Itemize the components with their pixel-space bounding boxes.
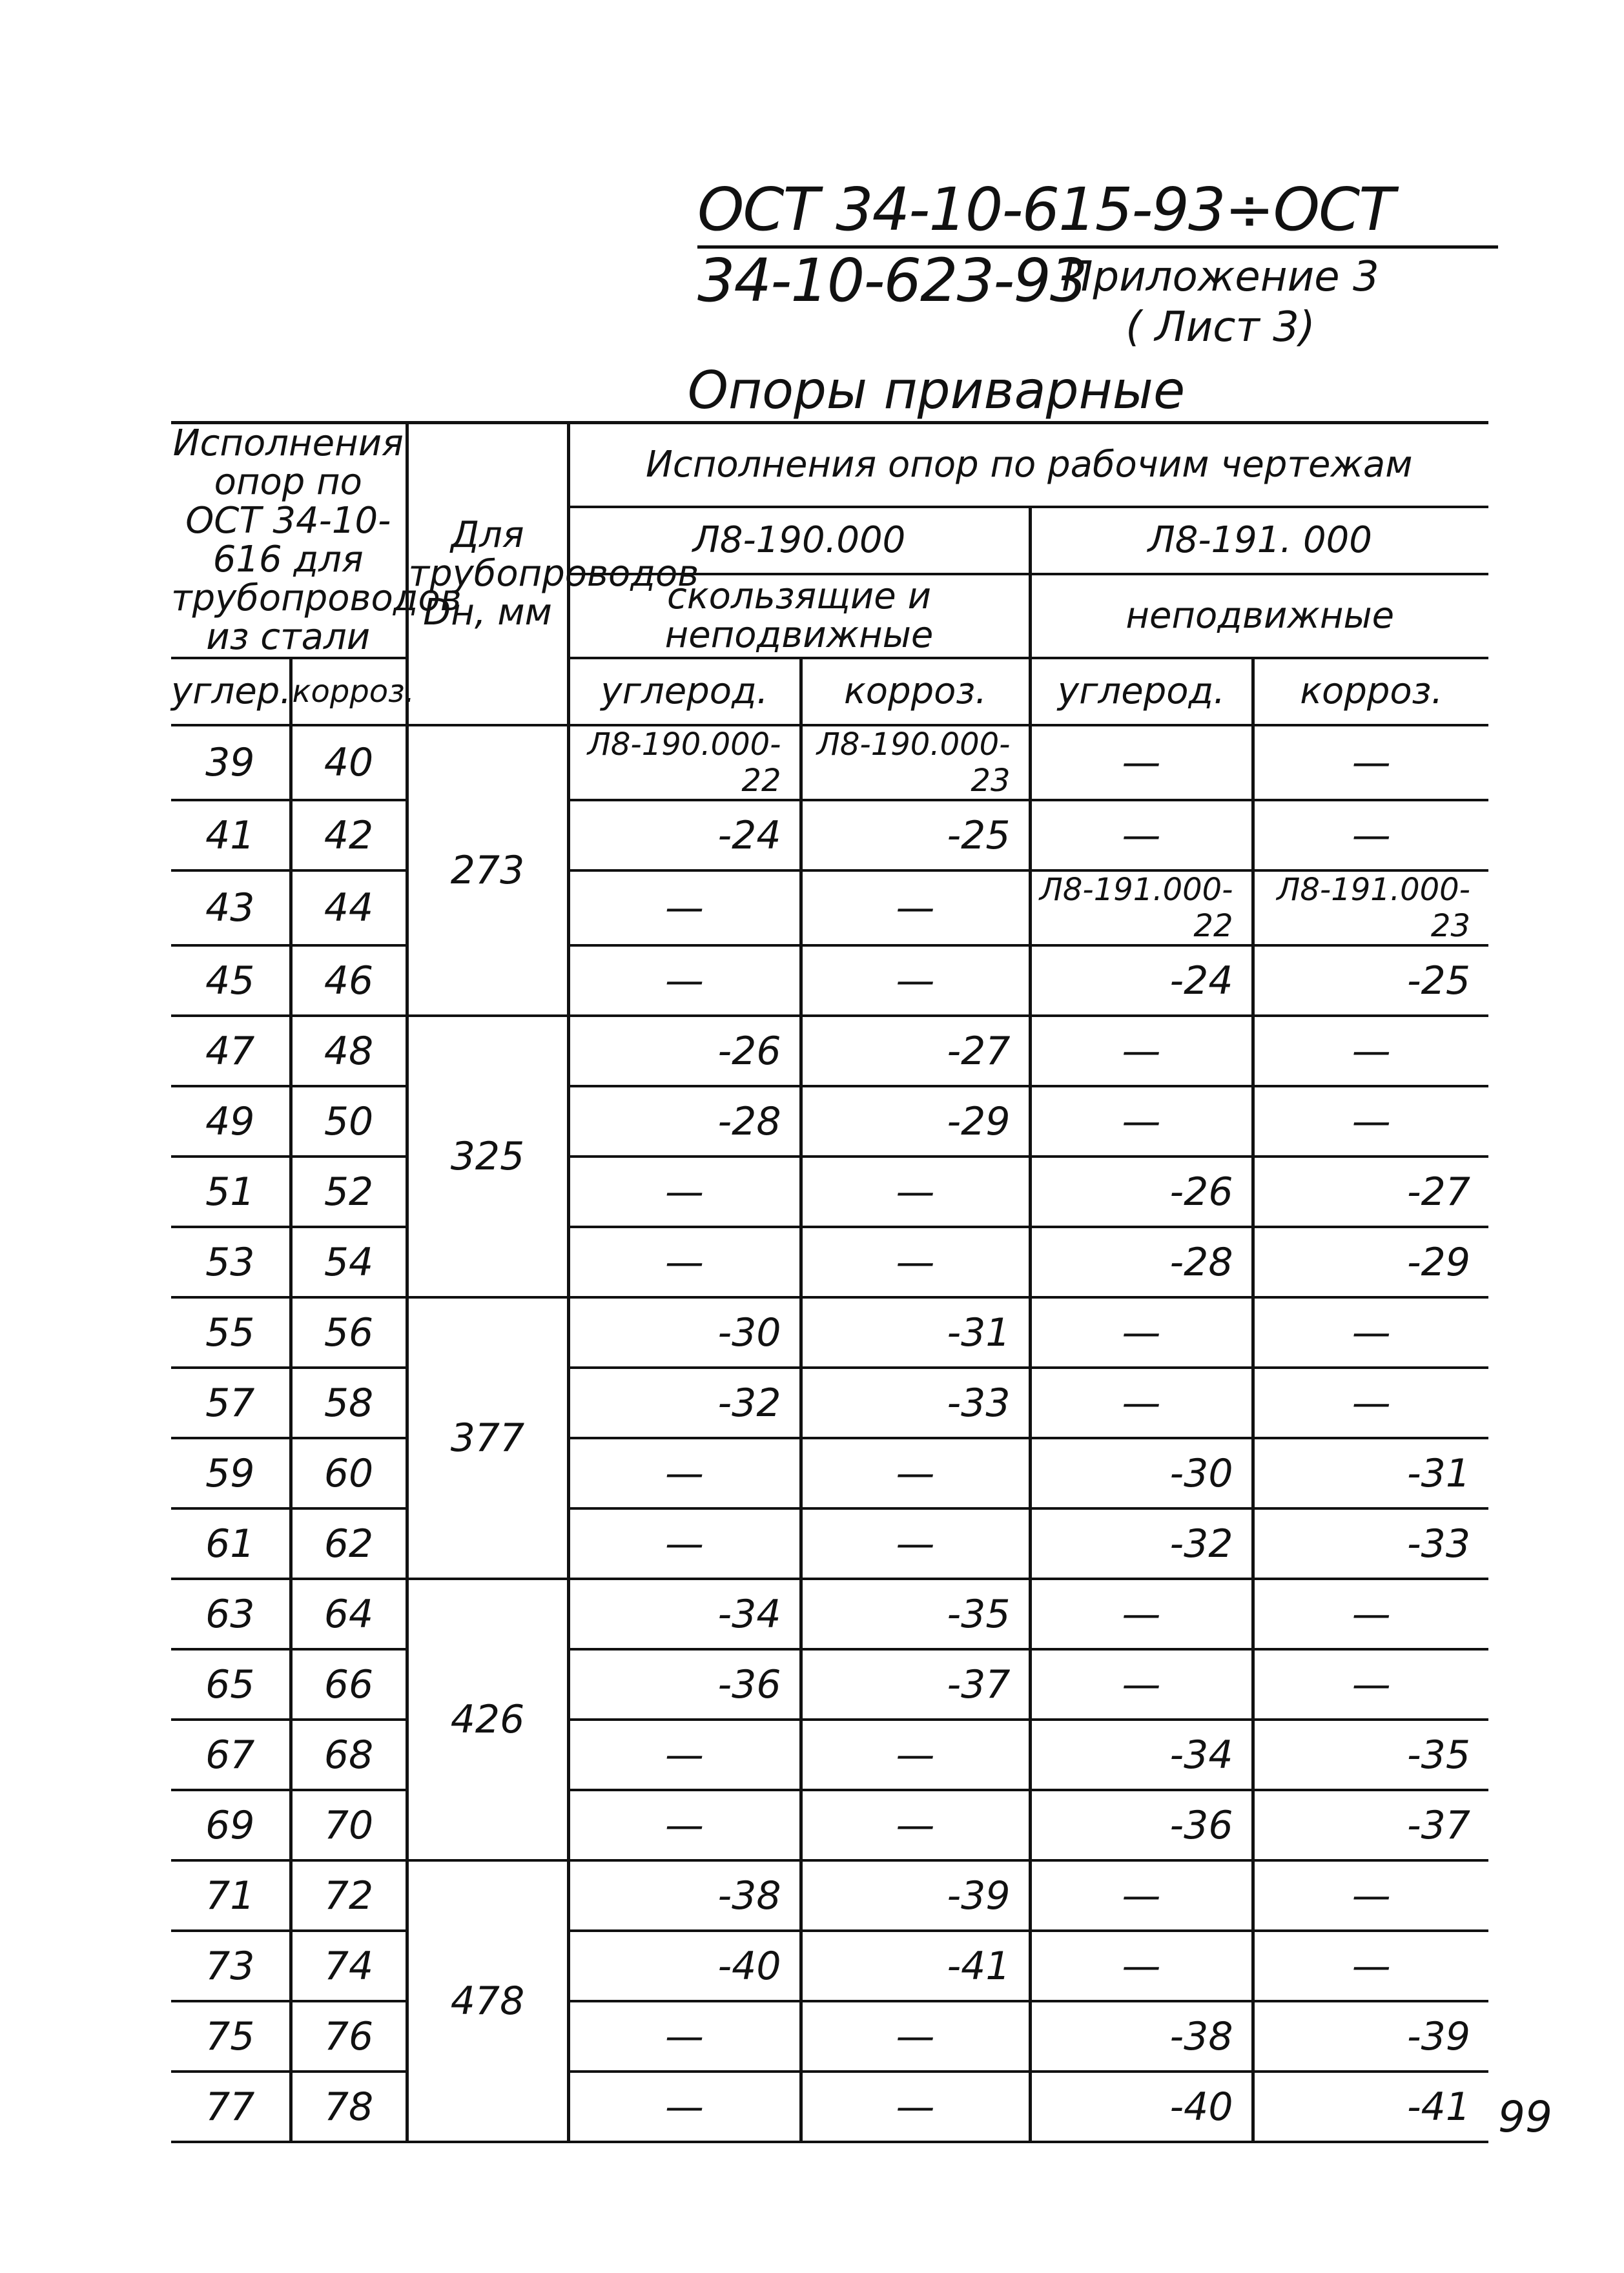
support-code-g1c: — [568,1508,801,1579]
support-code-g1k: — [801,870,1030,945]
support-code-g1k: — [801,1227,1030,1297]
support-code-g2k: -25 [1407,958,1470,1003]
support-code-g1c: — [568,1438,801,1508]
carbon-steel-code: 53 [171,1227,291,1297]
support-code-g2c: — [1030,725,1253,800]
corrosion-steel-code: 40 [291,725,407,800]
support-code-g1k: — [801,1157,1030,1227]
support-code-g2c: — [1030,1579,1253,1649]
carbon-steel-code: 65 [171,1649,291,1720]
support-code-g2k: — [1352,1591,1391,1637]
support-code-g2k: — [1352,1380,1391,1426]
g2-corrosion-header: корроз. [1300,670,1443,712]
support-code-g2k: -35 [1407,1732,1470,1778]
support-code-g1c: -26 [568,1016,801,1086]
carbon-steel-code: 71 [171,1860,291,1931]
support-code-g2k: -29 [1407,1239,1470,1285]
page-title: Опоры приварные [687,360,1186,420]
table-row [171,1790,1488,1860]
support-code-g1k: -27 [801,1016,1030,1086]
carbon-steel-code: 63 [171,1579,291,1649]
corrosion-steel-code: 52 [291,1157,407,1227]
support-code-g2k: Л8-191.000-23 [1277,872,1470,944]
table-row [171,1016,1488,1086]
support-code-g1c: -40 [568,1931,801,2001]
support-code-g2c: -40 [1030,2072,1253,2142]
carbon-steel-code: 73 [171,1931,291,2001]
sheet-number: ( Лист 3) [1125,303,1315,351]
table-row [171,1579,1488,1649]
pipe-diameter: 273 [407,725,568,1016]
carbon-steel-code: 55 [171,1297,291,1368]
support-code-g2k: — [1352,1098,1391,1144]
support-code-g2c: — [1030,1368,1253,1438]
sub-carbon: углер. [171,658,291,725]
support-code-g2c: -26 [1030,1157,1253,1227]
support-code-g2k: — [1352,1943,1391,1989]
drawings-header: Исполнения опор по рабочим чертежам [568,423,1488,508]
table-row [171,1086,1488,1157]
appendix-title: Приложение 3 [1062,253,1379,301]
table-row [171,1227,1488,1297]
carbon-steel-code: 75 [171,2001,291,2072]
carbon-steel-code: 51 [171,1157,291,1227]
pipe-diameter: 478 [407,1860,568,2142]
support-code-g2c: — [1030,1931,1253,2001]
carbon-steel-code: 43 [171,870,291,945]
support-code-g1k: — [801,1790,1030,1860]
support-code-g2k: -33 [1407,1521,1470,1567]
sub-corrosion: корроз. [291,658,407,725]
carbon-steel-code: 77 [171,2072,291,2142]
pipe-diameter: 377 [407,1297,568,1579]
support-code-g2c: — [1030,1649,1253,1720]
table-row [171,725,1488,800]
support-code-g2k: -31 [1407,1450,1470,1496]
carbon-steel-code: 57 [171,1368,291,1438]
support-code-g1c: — [568,1157,801,1227]
support-code-g2c: — [1030,1086,1253,1157]
support-code-g1k: — [801,1508,1030,1579]
table-row [171,1720,1488,1790]
table-row [171,1297,1488,1368]
group1-code: Л8-190.000 [568,507,1030,574]
corrosion-steel-code: 76 [291,2001,407,2072]
support-code-g2k: — [1352,1310,1391,1355]
support-code-g1k: — [801,1720,1030,1790]
support-code-g1c: -38 [568,1860,801,1931]
corrosion-steel-code: 44 [291,870,407,945]
pipe-diameter-header: Для трубопроводов Dн, мм [407,423,568,726]
corrosion-steel-code: 58 [291,1368,407,1438]
pipe-diameter: 325 [407,1016,568,1297]
support-code-g2c: -24 [1030,945,1253,1016]
support-code-g2c: Л8-191.000-22 [1030,870,1253,945]
support-code-g1k: -31 [801,1297,1030,1368]
g2-carbon-header: углерод. [1030,658,1253,725]
support-code-g1k: — [801,2072,1030,2142]
table-row [171,1931,1488,2001]
support-code-g1k: — [801,1438,1030,1508]
support-code-g1k: Л8-190.000-23 [801,725,1030,800]
table-row [171,1157,1488,1227]
support-code-g1c: — [568,1790,801,1860]
support-code-g1k: -41 [801,1931,1030,2001]
support-code-g1c: — [568,1720,801,1790]
support-code-g1c: — [568,1227,801,1297]
support-code-g1k: -39 [801,1860,1030,1931]
corrosion-steel-code: 62 [291,1508,407,1579]
support-code-g2k: -27 [1407,1169,1470,1215]
corrosion-steel-code: 56 [291,1297,407,1368]
group2-type: неподвижные [1030,574,1488,658]
carbon-steel-code: 59 [171,1438,291,1508]
corrosion-steel-code: 78 [291,2072,407,2142]
table-row [171,1438,1488,1508]
support-code-g2k: — [1352,812,1391,858]
support-code-g1c: -34 [568,1579,801,1649]
carbon-steel-code: 47 [171,1016,291,1086]
table-row [171,2001,1488,2072]
g1-carbon-header: углерод. [568,658,801,725]
support-code-g1k: -37 [801,1649,1030,1720]
corrosion-steel-code: 64 [291,1579,407,1649]
corrosion-steel-code: 60 [291,1438,407,1508]
carbon-steel-code: 67 [171,1720,291,1790]
corrosion-steel-code: 74 [291,1931,407,2001]
support-code-g2k: — [1352,740,1391,785]
carbon-steel-code: 61 [171,1508,291,1579]
support-code-g2c: -38 [1030,2001,1253,2072]
corrosion-steel-code: 50 [291,1086,407,1157]
corrosion-steel-code: 72 [291,1860,407,1931]
support-code-g1c: -30 [568,1297,801,1368]
support-code-g2c: -30 [1030,1438,1253,1508]
corrosion-steel-code: 66 [291,1649,407,1720]
supports-table [171,421,1488,2130]
support-code-g1k: -33 [801,1368,1030,1438]
support-code-g1c: — [568,2001,801,2072]
group2-code: Л8-191. 000 [1030,507,1488,574]
supports-grid [171,421,1488,2143]
support-code-g1c: -28 [568,1086,801,1157]
support-code-g2c: -32 [1030,1508,1253,1579]
table-row [171,1368,1488,1438]
support-code-g1c: -24 [568,800,801,870]
corrosion-steel-code: 68 [291,1720,407,1790]
support-code-g1c: — [568,2072,801,2142]
support-code-g2c: — [1030,1016,1253,1086]
support-code-g1c: Л8-190.000-22 [568,725,801,800]
support-code-g1c: — [568,945,801,1016]
support-code-g2c: — [1030,1297,1253,1368]
appendix-label [1053,252,1388,353]
support-code-g2k: -37 [1407,1802,1470,1848]
support-code-g2k: -41 [1407,2084,1470,2130]
carbon-steel-code: 45 [171,945,291,1016]
table-row [171,2072,1488,2142]
table-row [171,800,1488,870]
corrosion-steel-code: 54 [291,1227,407,1297]
carbon-steel-code: 69 [171,1790,291,1860]
corrosion-steel-code: 42 [291,800,407,870]
standard-header: ОСТ 34-10-615-93÷ОСТ 34-10-623-93 [697,174,1498,249]
support-code-g2k: — [1352,1661,1391,1707]
carbon-steel-code: 39 [171,725,291,800]
support-code-g1k: — [801,945,1030,1016]
support-code-g2k: — [1352,1873,1391,1918]
corrosion-steel-code: 70 [291,1790,407,1860]
table-row [171,945,1488,1016]
support-code-g1k: — [801,2001,1030,2072]
support-code-g1k: -35 [801,1579,1030,1649]
table-row [171,870,1488,945]
corrosion-steel-code: 48 [291,1016,407,1086]
support-code-g2c: — [1030,800,1253,870]
support-code-g2k: -39 [1407,2013,1470,2059]
support-code-g2c: -28 [1030,1227,1253,1297]
support-code-g2k: — [1352,1028,1391,1074]
support-code-g2c: — [1030,1860,1253,1931]
table-row [171,1508,1488,1579]
support-code-g1k: -29 [801,1086,1030,1157]
support-code-g2c: -34 [1030,1720,1253,1790]
g1-corrosion-header: корроз. [801,658,1030,725]
carbon-steel-code: 49 [171,1086,291,1157]
table-row [171,1860,1488,1931]
group1-type: скользящие и неподвижные [568,574,1030,658]
table-body [171,725,1488,2142]
performance-header: Исполнения опор по ОСТ 34-10-616 для трубопроводов из стали [171,422,462,658]
corrosion-steel-code: 46 [291,945,407,1016]
page-number: 99 [1498,2092,1552,2142]
pipe-diameter: 426 [407,1579,568,1860]
support-code-g1c: -36 [568,1649,801,1720]
support-code-g1c: — [568,870,801,945]
support-code-g1k: -25 [801,800,1030,870]
support-code-g2c: -36 [1030,1790,1253,1860]
carbon-steel-code: 41 [171,800,291,870]
support-code-g1c: -32 [568,1368,801,1438]
table-row [171,1649,1488,1720]
